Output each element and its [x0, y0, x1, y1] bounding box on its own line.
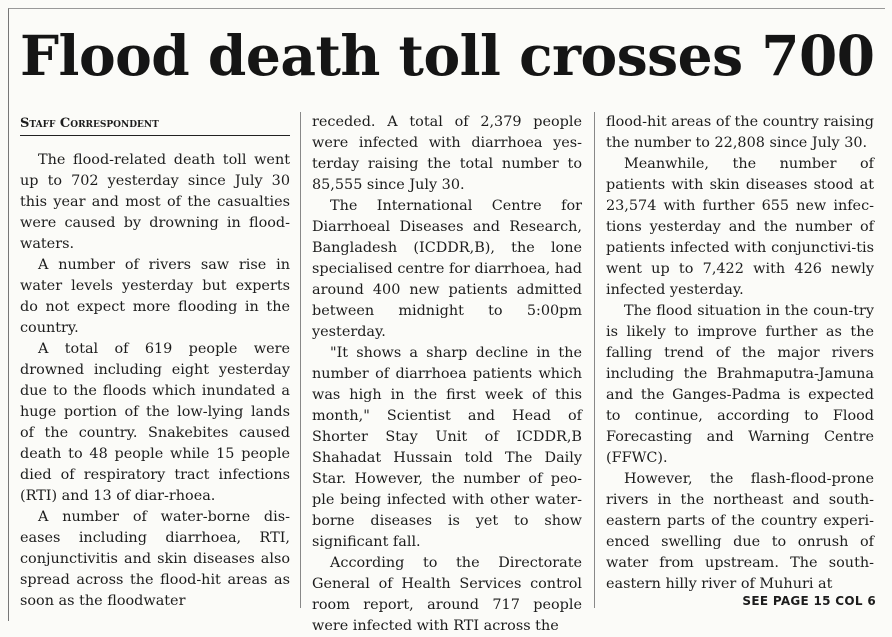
column-divider [300, 112, 301, 608]
article-column-1 [20, 150, 290, 612]
paragraph: The International Centre for Diarrhoeal Diseases and Research, Bangladesh (ICDDR,B), the lone specialised centre for diarrhoea, had around 400 new patients admitted between midnight to 5:00pm yesterday. [312, 198, 582, 340]
column-divider [594, 112, 595, 608]
byline: Staff Correspondent [20, 116, 290, 136]
headline: Flood death toll crosses 700 [20, 23, 875, 88]
paragraph: However, the flash-flood-prone rivers in the northeast and south-eastern parts of the country experi-enced swelling due to onrush of water from upstream. The south-eastern hilly river of Muhuri at [606, 471, 874, 592]
paragraph: The flood-related death toll went up to 702 yesterday since July 30 this year and most of the casualties were caused by drowning in flood-waters. [20, 152, 290, 252]
paragraph: A number of water-borne dis-eases including diarrhoea, RTI, conjunctivitis and skin diseases also spread across the flood-hit areas as soon as the floodwater [20, 509, 290, 609]
paragraph: "It shows a sharp decline in the number of diarrhoea patients which was high in the first week of this month," Scientist and Head of Shorter Stay Unit of ICDDR,B Shahadat Hussain told The Daily Star. However, the number of peo-ple being infected with other water-borne diseases is yet to show significant fall. [312, 345, 582, 550]
article-column-2 [312, 112, 582, 637]
article-column-3 [606, 112, 874, 595]
paragraph: A total of 619 people were drowned including eight yesterday due to the floods which inundated a huge portion of the low-lying lands of the country. Snakebites caused death to 48 people while 15 people died of respiratory tract infections (RTI) and 13 of diar-rhoea. [20, 341, 290, 504]
paragraph: flood-hit areas of the country raising the number to 22,808 since July 30. [606, 114, 874, 151]
paragraph: According to the Directorate General of Health Services control room report, around 717 people were infected with RTI across the [312, 555, 582, 634]
paragraph: A number of rivers saw rise in water levels yesterday but experts do not expect more flooding in the country. [20, 257, 290, 336]
continuation-note: SEE PAGE 15 COL 6 [742, 594, 876, 608]
paragraph: receded. A total of 2,379 people were infected with diarrhoea yes-terday raising the total number to 85,555 since July 30. [312, 114, 582, 193]
paragraph: The flood situation in the coun-try is likely to improve further as the falling trend of the major rivers including the Brahmaputra-Jamuna and the Ganges-Padma is expected to continue, according to Flood Forecasting and Warning Centre (FFWC). [606, 303, 874, 466]
paragraph: Meanwhile, the number of patients with skin diseases stood at 23,574 with further 655 new infec-tions yesterday and the number of patients infected with conjunctivi-tis went up to 7,422 with 426 newly infected yesterday. [606, 156, 874, 298]
